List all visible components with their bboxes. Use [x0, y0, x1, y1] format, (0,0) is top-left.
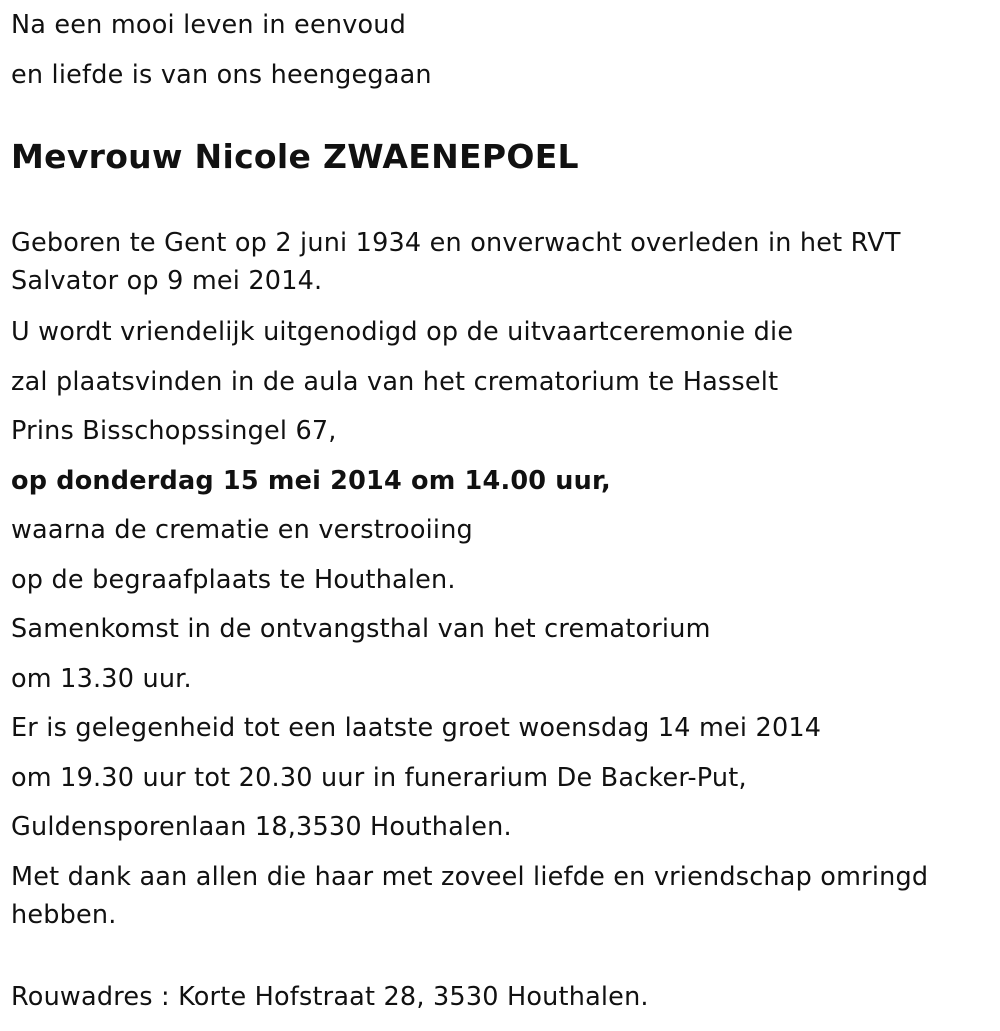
after-line-7: Guldensporenlaan 18,3530 Houthalen. — [11, 812, 512, 842]
ceremony-line-2: zal plaatsvinden in de aula van het crematorium te Hasselt — [11, 367, 779, 397]
after-line-2: op de begraafplaats te Houthalen. — [11, 565, 456, 595]
intro-line-2: en liefde is van ons heengegaan — [11, 60, 432, 90]
thanks-text: Met dank aan allen die haar met zoveel liefde en vriendschap omringd hebben. — [11, 862, 929, 930]
after-line-6: om 19.30 uur tot 20.30 uur in funerarium De Backer-Put, — [11, 763, 747, 793]
after-line-4: om 13.30 uur. — [11, 664, 192, 694]
ceremony-line-1: U wordt vriendelijk uitgenodigd op de uitvaartceremonie die — [11, 317, 794, 347]
after-line-1: waarna de crematie en verstrooiing — [11, 515, 473, 545]
after-line-3: Samenkomst in de ontvangsthal van het crematorium — [11, 614, 711, 644]
ceremony-line-3: Prins Bisschopssingel 67, — [11, 416, 337, 446]
deceased-name: Mevrouw Nicole ZWAENEPOEL — [11, 137, 579, 176]
after-line-5: Er is gelegenheid tot een laatste groet woensdag 14 mei 2014 — [11, 713, 822, 743]
mourning-address: Rouwadres : Korte Hofstraat 28, 3530 Houthalen. — [11, 982, 649, 1012]
intro-line-1: Na een mooi leven in eenvoud — [11, 10, 407, 40]
ceremony-date: op donderdag 15 mei 2014 om 14.00 uur, — [11, 466, 611, 496]
birth-death-text: Geboren te Gent op 2 juni 1934 en onverwacht overleden in het RVT Salvator op 9 mei 2014. — [11, 228, 901, 296]
